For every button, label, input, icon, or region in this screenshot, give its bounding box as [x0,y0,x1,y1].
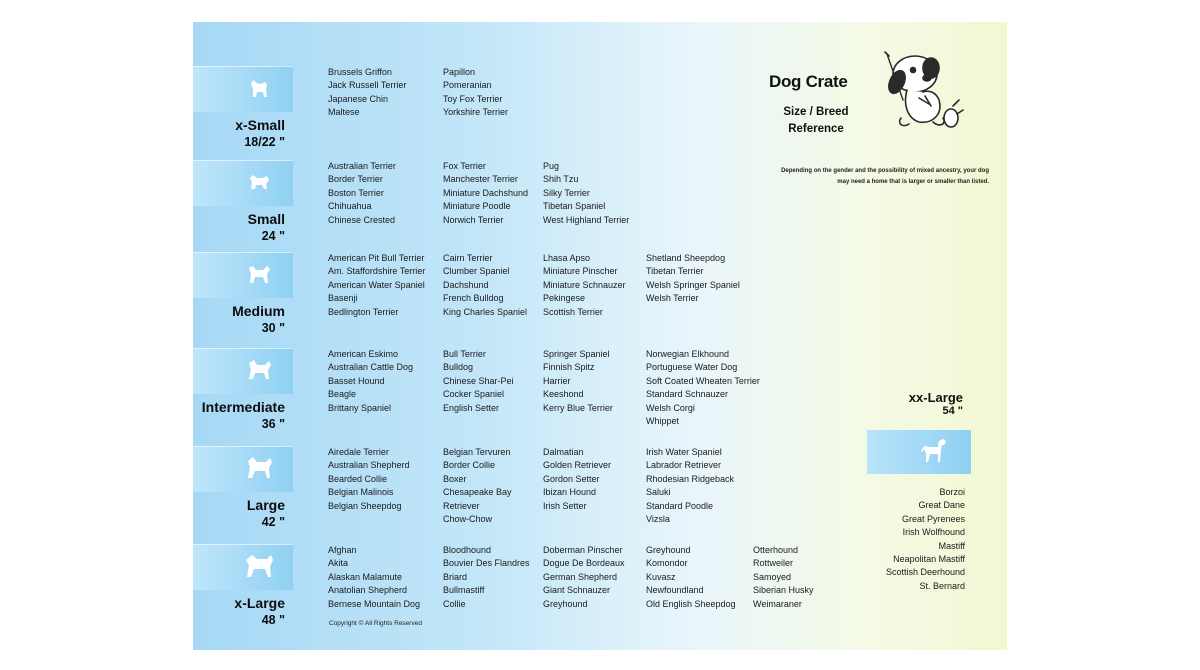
breed-item: Australian Cattle Dog [328,362,414,373]
breed-item: Basset Hound [328,375,385,386]
breed-item: Standard Poodle [646,500,714,511]
breed-item: Vizsla [646,513,670,524]
breed-item: Clumber Spaniel [443,266,510,277]
breed-column [646,252,740,306]
breed-item: Giant Schnauzer [543,585,611,596]
breed-item: Bedlington Terrier [328,306,399,317]
breed-item: Irish Setter [543,500,587,511]
breed-item: Irish Wolfhound [902,527,965,538]
breed-item: Great Pyrenees [901,513,965,524]
breed-column [443,446,512,526]
breed-item: Doberman Pinscher [543,545,623,555]
dog-silhouette-icon [243,73,275,105]
breed-item: Kuvasz [646,571,676,582]
breed-item: St. Bernard [919,580,965,591]
breed-item: Samoyed [753,571,792,582]
breed-item: Golden Retriever [543,460,612,471]
breed-item: Belgian Tervuren [443,447,511,457]
breed-item: Yorkshire Terrier [443,107,509,118]
breed-item: Am. Staffordshire Terrier [328,266,426,277]
breed-item: Mastiff [938,540,965,551]
breed-column [443,66,508,120]
breed-item: Alaskan Malamute [328,571,403,582]
breed-item: Welsh Springer Spaniel [646,279,740,290]
breed-item: Cairn Terrier [443,253,493,263]
breed-item: Shetland Sheepdog [646,253,726,263]
breed-item: Kerry Blue Terrier [543,402,613,413]
breed-item: Bouvier Des Flandres [443,558,530,569]
breed-item: Collie [443,598,466,609]
breed-column [328,66,406,120]
breed-item: Beagle [328,389,357,400]
size-label: Intermediate [201,399,285,415]
cartoon-dog-mascot-icon [873,44,969,140]
breed-item: Bulldog [443,362,474,373]
breed-item: American Water Spaniel [328,279,425,290]
breed-item: West Highland Terrier [543,214,630,225]
breed-item: Chow-Chow [443,513,493,524]
breed-item: Standard Schnauzer [646,389,729,400]
breed-column [543,544,625,611]
breed-item: Dogue De Bordeaux [543,558,625,569]
breed-item: Welsh Terrier [646,293,699,304]
breed-item: Chihuahua [328,201,372,212]
breed-item: Retriever [443,500,480,511]
breed-column [443,160,528,227]
size-tab-4 [193,446,293,492]
breed-column [543,446,611,513]
breed-item: Bloodhound [443,545,492,555]
breed-item: Norwich Terrier [443,214,504,225]
breed-item: Soft Coated Wheaten Terrier [646,375,760,386]
breed-column [328,160,396,227]
breed-item: French Bulldog [443,293,504,304]
disclaimer-text: Depending on the gender and the possibility of mixed ancestry, your dog may need a home that is larger or smaller than listed. [781,168,989,185]
breed-item: Boxer [443,473,467,484]
breed-item: Tibetan Terrier [646,266,704,277]
breed-item: Irish Water Spaniel [646,447,722,457]
breed-item: Borzoi [939,487,965,497]
breed-item: Otterhound [753,545,799,555]
breed-item: Welsh Corgi [646,402,695,413]
breed-item: Belgian Sheepdog [328,500,402,511]
breed-column [328,252,425,319]
breed-item: Brittany Spaniel [328,402,392,413]
breed-item: Pug [543,161,560,171]
breed-column [646,348,760,428]
breed-item: Newfoundland [646,585,704,596]
breed-column [443,544,530,611]
breed-column [753,544,814,611]
breed-item: Miniature Dachshund [443,187,529,198]
breed-item: Lhasa Apso [543,253,591,263]
xxl-size-tab [867,430,971,474]
breed-item: Bull Terrier [443,349,486,359]
dog-silhouette-icon [243,453,275,485]
breed-item: Keeshond [543,389,584,400]
breed-item: Anatolian Shepherd [328,585,408,596]
breed-item: King Charles Spaniel [443,306,528,317]
breed-item: Border Terrier [328,174,383,185]
breed-item: Silky Terrier [543,187,590,198]
breed-item: Basenji [328,293,358,304]
breed-item: Belgian Malinois [328,487,394,498]
dog-silhouette-icon [243,167,275,199]
breed-item: Fox Terrier [443,161,486,171]
breed-item: Airedale Terrier [328,447,389,457]
breed-item: Border Collie [443,460,496,471]
page-title: Dog Crate [769,72,848,91]
breed-column [443,252,527,319]
size-label: Medium [232,303,285,319]
dog-silhouette-icon [243,259,275,291]
breed-item: Scottish Deerhound [885,567,965,578]
dog-silhouette-icon [917,436,951,468]
xxl-breed-list [865,486,965,593]
breed-item: Tibetan Spaniel [543,201,606,212]
size-tab-2 [193,252,293,298]
breed-column [543,252,626,319]
size-label: x-Small [235,117,285,133]
breed-item: Jack Russell Terrier [328,80,407,91]
breed-item: Greyhound [543,598,588,609]
breed-item: Whippet [646,415,680,426]
breed-item: Shih Tzu [543,174,579,185]
size-tab-5 [193,544,293,590]
breed-item: Australian Shepherd [328,460,410,471]
breed-item: Pomeranian [443,80,492,91]
breed-item: Afghan [328,545,357,555]
breed-item: Briard [443,571,468,582]
breed-column [543,348,613,415]
breed-item: Neapolitan Mastiff [893,553,965,564]
breed-column [328,446,410,513]
breed-item: Rhodesian Ridgeback [646,473,735,484]
xxl-size-label: xx-Large [908,390,963,405]
breed-item: Papillon [443,67,476,77]
breed-column [646,446,734,526]
breed-item: Bullmastiff [443,585,485,596]
size-dimension: 42 " [261,515,285,529]
breed-item: Akita [328,558,349,569]
breed-item: Manchester Terrier [443,174,518,185]
breed-item: Bernese Mountain Dog [328,598,421,609]
breed-item: Australian Terrier [328,161,396,171]
dog-silhouette-icon [243,551,275,583]
breed-item: Boston Terrier [328,187,384,198]
breed-item: Maltese [328,107,360,118]
size-label: x-Large [234,595,285,611]
breed-column [543,160,629,227]
size-dimension: 48 " [261,613,285,627]
breed-item: American Eskimo [328,349,399,359]
breed-item: Dachshund [443,279,489,290]
breed-item: Toy Fox Terrier [443,93,503,104]
breed-item: Dalmatian [543,447,584,457]
size-dimension: 30 " [261,321,285,335]
breed-item: Saluki [646,487,671,498]
breed-column [328,348,413,415]
size-label: Large [246,497,285,513]
breed-column [443,348,514,415]
breed-item: Pekingese [543,293,586,304]
breed-item: Gordon Setter [543,473,600,484]
page-subtitle: Size / Breed Reference [783,106,849,135]
size-tab-0 [193,66,293,112]
breed-item: Greyhound [646,545,691,555]
breed-item: Weimaraner [753,598,802,609]
breed-item: German Shepherd [543,571,618,582]
breed-item: Springer Spaniel [543,349,610,359]
size-tab-1 [193,160,293,206]
breed-item: Bearded Collie [328,473,388,484]
size-dimension: 18/22 " [244,135,285,149]
xxl-size-dimension: 54 " [942,405,963,417]
breed-item: Cocker Spaniel [443,389,505,400]
breed-item: Chinese Crested [328,214,396,225]
breed-item: Miniature Schnauzer [543,279,626,290]
breed-item: Chinese Shar-Pei [443,375,514,386]
breed-item: Miniature Pinscher [543,266,618,277]
size-label: Small [247,211,285,227]
breed-item: Scottish Terrier [543,306,603,317]
breed-item: Old English Sheepdog [646,598,736,609]
size-tab-3 [193,348,293,394]
breed-item: Harrier [543,375,571,386]
breed-item: Brussels Griffon [328,67,392,77]
breed-item: Miniature Poodle [443,201,511,212]
size-dimension: 36 " [261,417,285,431]
breed-item: Great Dane [918,500,965,511]
size-dimension: 24 " [261,229,285,243]
breed-item: English Setter [443,402,500,413]
breed-item: American Pit Bull Terrier [328,253,425,263]
breed-item: Portuguese Water Dog [646,362,738,373]
breed-column [328,544,420,611]
dog-silhouette-icon [243,355,275,387]
breed-item: Chesapeake Bay [443,487,512,498]
breed-item: Norwegian Elkhound [646,349,730,359]
breed-item: Ibizan Hound [543,487,597,498]
breed-reference-sheet [193,22,1007,650]
breed-item: Rottweiler [753,558,794,569]
breed-item: Japanese Chin [328,93,389,104]
breed-item: Komondor [646,558,688,569]
breed-item: Finnish Spitz [543,362,595,373]
breed-item: Siberian Husky [753,585,814,596]
copyright-text: Copyright © All Rights Reserved [329,620,422,627]
breed-column [646,544,736,611]
breed-item: Labrador Retriever [646,460,722,471]
